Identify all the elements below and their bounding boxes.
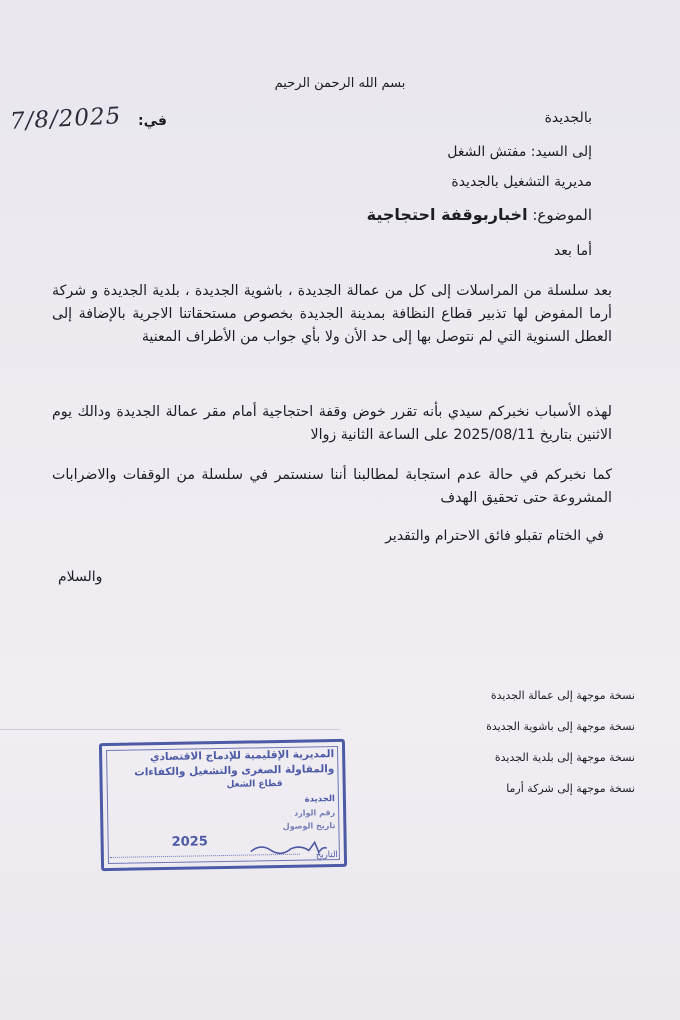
closing-line: في الختام تقبلو فائق الاحترام والتقدير — [385, 528, 604, 544]
copy-item: نسخة موجهة إلى شركة أرما — [506, 782, 635, 795]
stamp-line: والمقاولة الصغرى والتشغيل والكفاءات — [134, 763, 335, 779]
recipient-line: إلى السيد: مفتش الشغل — [447, 144, 592, 160]
stamp-line: تاريخ الوصول — [282, 821, 336, 831]
body-paragraph-1: بعد سلسلة من المراسلات إلى كل من عمالة الجديدة ، باشوية الجديدة ، بلدية الجديدة و شركة أرما المفوض لها تذبير قطاع النظافة بمدينة الجديدة بخصوص مستحقاتنا الاجرية بالإضافة إلى العطل السنوية التي لم نتوصل بها إلى حد الأن ولا بأي جواب من الأطراف المعنية — [52, 283, 612, 346]
subject-text: اخباربوقفة احتجاجية — [366, 205, 528, 224]
subject-label: الموضوع: — [532, 206, 592, 224]
copies-list — [375, 680, 635, 804]
letter-place: بالجديدة — [544, 110, 592, 126]
salutation: والسلام — [58, 569, 103, 585]
handwritten-date: 7/8/2025 — [9, 103, 122, 135]
directorate-line: مديرية التشغيل بالجديدة — [451, 174, 592, 190]
copy-item: نسخة موجهة إلى بلدية الجديدة — [494, 751, 635, 764]
page-fold-line — [0, 729, 340, 730]
stamp-line: قطاع الشغل — [226, 778, 283, 790]
body-paragraph-3: كما نخبركم في حالة عدم استجابة لمطالبنا أننا سنستمر في سلسلة من الوقفات والاضرابات المشروعة حتى تحقيق الهدف — [52, 467, 612, 507]
date-label: في: — [138, 113, 167, 129]
copy-item: نسخة موجهة إلى عمالة الجديدة — [490, 689, 635, 702]
stamp-date-label: التاريخ — [315, 850, 338, 861]
stamp-year: 2025 — [171, 834, 208, 850]
body-paragraph-2: لهذه الأسباب نخبركم سيدي بأنه تقرر خوض وقفة احتجاجية أمام مقر عمالة الجديدة ودالك يوم الاثنين بتاريخ 2025/08/11 على الساعة الثانية زوالا — [52, 404, 612, 444]
stamp-line: المديرية الإقليمية للإدماج الاقتصادي — [149, 748, 335, 764]
copy-item: نسخة موجهة إلى باشوية الجديدة — [486, 720, 635, 733]
stamp-line: الجديدة — [304, 794, 336, 805]
basmala-header: بسم الله الرحمن الرحيم — [274, 76, 406, 91]
opening-line: أما بعد — [553, 243, 592, 259]
stamp-line: رقم الوارد — [293, 808, 336, 818]
received-stamp — [99, 739, 347, 871]
subject-line — [367, 205, 592, 224]
